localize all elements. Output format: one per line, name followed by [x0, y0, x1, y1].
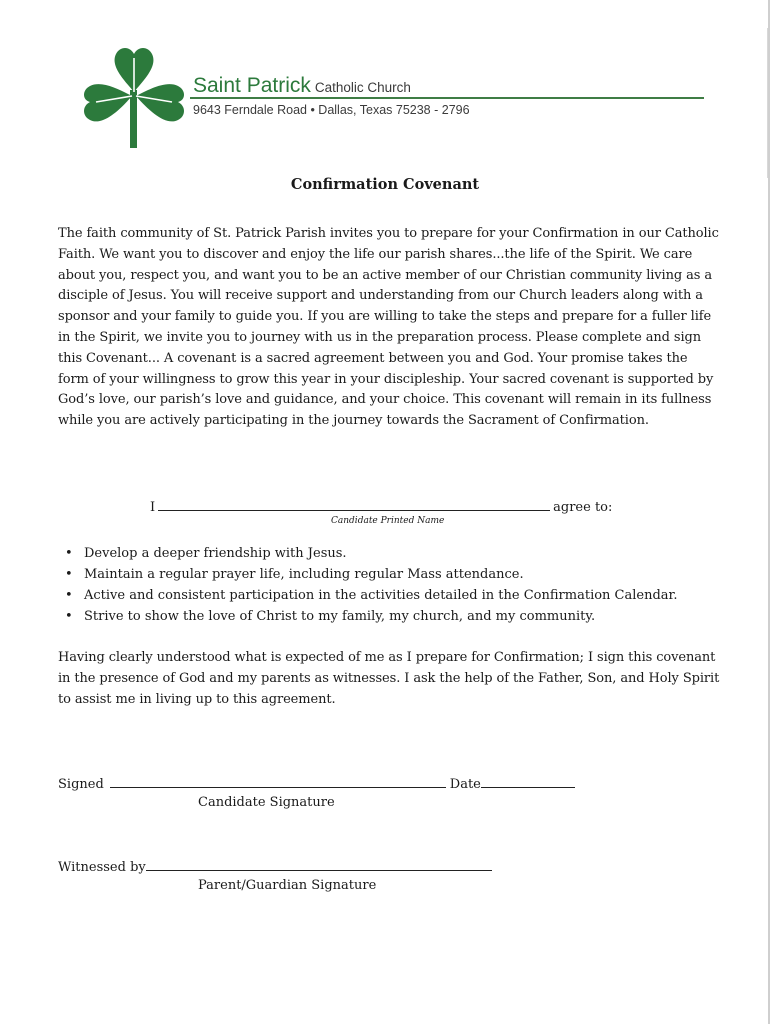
shamrock-icon [82, 44, 188, 148]
parent-signature-caption: Parent/Guardian Signature [198, 878, 377, 893]
candidate-name-field[interactable] [158, 496, 550, 511]
commitment-text: Strive to show the love of Christ to my family, my church, and my community. [84, 609, 596, 624]
church-name [193, 74, 411, 98]
church-name-main: Saint Patrick [193, 74, 311, 97]
parent-signature-field[interactable] [146, 856, 492, 871]
list-item [62, 585, 677, 606]
bullet-icon: • [65, 567, 73, 582]
commitment-text: Active and consistent participation in the activities detailed in the Confirmation Calendar. [84, 588, 678, 603]
date-field[interactable] [481, 773, 575, 788]
signed-label: Signed [58, 777, 104, 792]
church-name-suffix: Catholic Church [314, 80, 411, 95]
witnessed-label: Witnessed by [58, 860, 146, 875]
signed-line [58, 773, 575, 792]
candidate-signature-caption: Candidate Signature [198, 795, 335, 810]
list-item [62, 606, 677, 627]
agree-prefix: I [150, 500, 156, 515]
letterhead [0, 0, 770, 160]
bullet-icon: • [65, 609, 73, 624]
printed-name-caption: Candidate Printed Name [331, 516, 445, 526]
candidate-signature-field[interactable] [110, 773, 446, 788]
commitment-list [62, 543, 677, 627]
list-item [62, 543, 677, 564]
letterhead-divider [190, 97, 704, 99]
agree-suffix: agree to: [553, 500, 613, 515]
bullet-icon: • [65, 546, 73, 561]
church-address: 9643 Ferndale Road • Dallas, Texas 75238 - 2796 [193, 103, 470, 117]
bullet-icon: • [65, 588, 73, 603]
commitment-text: Develop a deeper friendship with Jesus. [84, 546, 347, 561]
agree-line [150, 496, 612, 515]
witness-line [58, 856, 492, 875]
list-item [62, 564, 677, 585]
intro-paragraph: The faith community of St. Patrick Parish invites you to prepare for your Confirmation in our Catholic Faith. We want you to discover and enjoy the life our parish shares...the life of the Spirit. We care about you, respect you, and want you to be an active member of our Christian community living as a disciple of Jesus. You will receive support and understanding from our Church leaders along with a sponsor and your family to guide you. If you are willing to take the steps and prepare for a fuller life in the Spirit, we invite you to journey with us in the preparation process. Please complete and sign this Covenant... A covenant is a sacred agreement between you and God. Your promise takes the form of your willingness to grow this year in your discipleship. Your sacred covenant is supported by God’s love, our parish’s love and guidance, and your choice. This covenant will remain in its fullness while you are actively participating in the journey towards the Sacrament of Confirmation. [58, 226, 719, 429]
date-label: Date [449, 777, 481, 792]
commitment-text: Maintain a regular prayer life, including regular Mass attendance. [84, 567, 524, 582]
page-title: Confirmation Covenant [290, 176, 480, 193]
closing-paragraph: Having clearly understood what is expected of me as I prepare for Confirmation; I sign this covenant in the presence of God and my parents as witnesses. I ask the help of the Father, Son, and Holy Spirit to assist me in living up to this agreement. [58, 650, 720, 707]
